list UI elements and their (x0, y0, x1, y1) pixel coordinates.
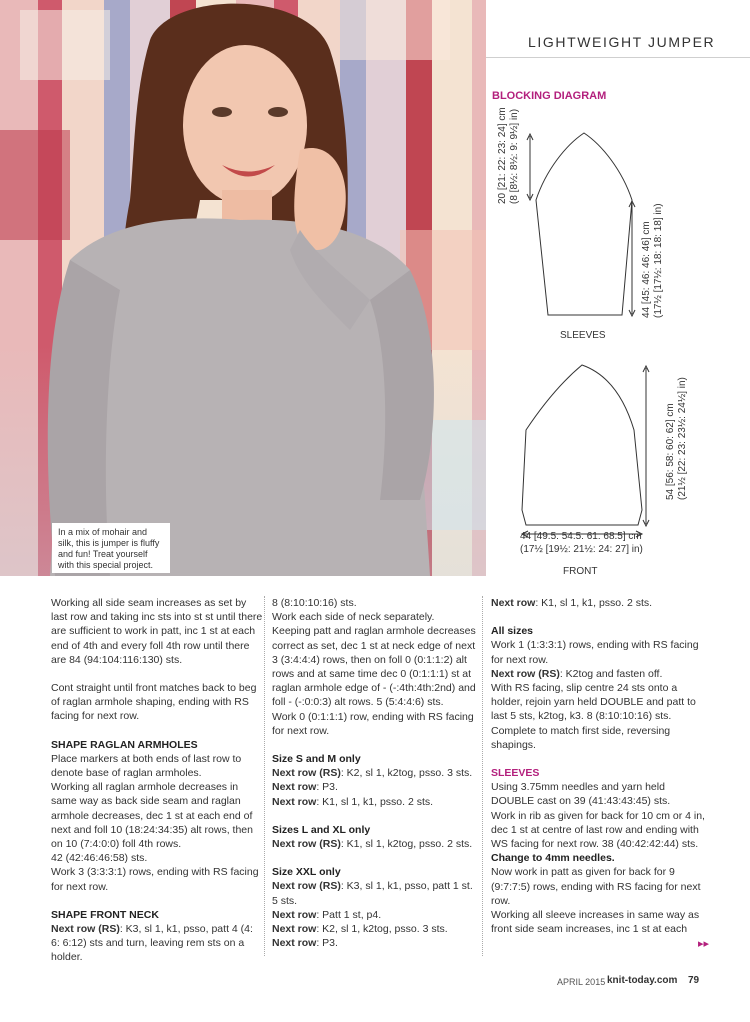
sleeve-armhole-dim-cm: 20 [21: 22: 23: 24] cm (497, 107, 508, 204)
heading-all-sizes: All sizes (491, 625, 534, 638)
section-divider (486, 57, 750, 58)
instruction-line: Next row: K2, sl 1, k2tog, psso. 3 sts. (272, 923, 448, 936)
footer-issue: APRIL 2015 (557, 977, 606, 987)
paragraph: Working all sleeve increases in same way as front side seam increases, inc 1 st at each (491, 909, 700, 936)
text-column-2 (272, 596, 478, 950)
heading-size-s-m: Size S and M only (272, 753, 361, 766)
instruction-line: Next row (RS): K2tog and fasten off. (491, 667, 663, 680)
instruction-line: Next row (RS): K3, sl 1, k1, psso, patt 1 st. 5 sts. (272, 880, 473, 907)
photo-caption: In a mix of mohair and silk, this is jumper is fluffy and fun! Treat yourself with this special project. (52, 523, 170, 573)
paragraph: Work 1 (1:3:3:1) rows, ending with RS facing for next row. (491, 639, 699, 666)
heading-shape-raglan: SHAPE RAGLAN ARMHOLES (51, 738, 198, 751)
paragraph: Keeping patt and raglan armhole decreases correct as set, dec 1 st at neck edge of next 3 (3:4:4:4) rows, then on foll 0 (0:1:1:2) alt rows and at same time dec 0 (0:1:1:1) st at raglan armhole edge of - (-:4th:4th:2nd) and foll - (-:0:0:3) alt rows. 5 (5:4:4:6) sts. (272, 625, 476, 709)
paragraph: Cont straight until front matches back to beg of raglan armhole shaping, ending with RS facing for next row. (51, 682, 257, 723)
paragraph: With RS facing, slip centre 24 sts onto a holder, rejoin yarn held DOUBLE and patt to last 5 sts, k2tog, k3. 8 (8:10:10:16) sts. (491, 682, 696, 723)
paragraph: Work 3 (3:3:3:1) rows, ending with RS facing for next row. (51, 866, 259, 893)
front-width-dim-cm: 44 [49.5: 54.5: 61: 68.5] cm (520, 531, 642, 542)
model-figure (0, 0, 486, 576)
heading-shape-front-neck: SHAPE FRONT NECK (51, 908, 159, 921)
section-title: LIGHTWEIGHT JUMPER (528, 34, 716, 50)
paragraph: Work 0 (0:1:1:1) row, ending with RS facing for next row. (272, 710, 474, 737)
instruction-line: Next row (RS): K2, sl 1, k2tog, psso. 3 sts. (272, 767, 473, 780)
page-number: 79 (688, 975, 700, 986)
text-column-1 (51, 596, 263, 965)
paragraph: 42 (42:46:46:58) sts. (51, 852, 148, 865)
front-length-dim-cm: 54 [56: 58: 60: 62] cm (665, 403, 676, 500)
front-label: FRONT (563, 566, 598, 577)
heading-size-l-xl: Sizes L and XL only (272, 823, 371, 836)
hero-photo (0, 0, 486, 576)
front-width-dim-in: (17½ [19½: 21½: 24: 27] in) (520, 544, 643, 555)
blocking-diagram-title: BLOCKING DIAGRAM (492, 90, 607, 102)
column-divider (264, 596, 265, 956)
sleeve-armhole-dim-in: (8 [8½: 8½: 9: 9½] in) (509, 108, 520, 204)
front-length-dim-in: (21½ [22: 23: 23½: 24½] in) (677, 377, 688, 500)
continue-arrow-icon: ▸▸ (698, 938, 710, 950)
paragraph: Now work in patt as given for back for 9 (9:7:7:5) rows, ending with RS facing for next row. (491, 866, 701, 907)
heading-size-xxl: Size XXL only (272, 866, 341, 879)
instruction-line: Next row (RS): K3, sl 1, k1, psso, patt 4 (4: 6: 6:12) sts and turn, leaving rem sts on a holder. (51, 923, 253, 964)
paragraph: Work in rib as given for back for 10 cm or 4 in, dec 1 st at centre of last row and ending with WS facing for next row. 38 (40:42:42:44) sts. (491, 809, 705, 851)
paragraph: Work each side of neck separately. (272, 611, 435, 624)
blocking-diagram (486, 100, 750, 580)
paragraph: 8 (8:10:10:16) sts. (272, 597, 357, 609)
paragraph: Complete to match first side, reversing shapings. (491, 724, 671, 751)
column-divider (482, 596, 483, 956)
sleeves-label: SLEEVES (560, 330, 606, 341)
instruction-line: Next row: K1, sl 1, k1, psso. 2 sts. (272, 795, 434, 808)
sleeve-length-dim-cm: 44 [45: 46: 46: 46] cm (641, 221, 652, 318)
sleeve-outline (536, 133, 632, 315)
heading-sleeves: SLEEVES (491, 767, 540, 780)
instruction-line: Next row (RS): K1, sl 1, k2tog, psso. 2 sts. (272, 838, 473, 851)
instruction-line: Next row: P3. (272, 937, 338, 950)
instruction-line: Next row: P3. (272, 781, 338, 794)
paragraph: Working all side seam increases as set by last row and taking inc sts into st st until there are sufficient to work in patt, inc 1 st at each end of 4th and every foll 4th row until there are 84 (94:104:116:130) sts. (51, 597, 263, 666)
footer-site: knit-today.com (607, 975, 678, 986)
instruction-line: Next row: Patt 1 st, p4. (272, 908, 382, 921)
front-outline (522, 365, 642, 525)
heading-change-needles: Change to 4mm needles. (491, 852, 615, 865)
paragraph: Working all raglan armhole decreases in same way as back side seam and raglan armhole decreases, dec 1 st at each end of next and foll 10 (18:24:34:35) alt rows, then on 10 (7:4:0:0) foll 4th rows. (51, 781, 253, 851)
instruction-line: Next row: K1, sl 1, k1, psso. 2 sts. (491, 597, 653, 609)
paragraph: Using 3.75mm needles and yarn held DOUBLE cast on 39 (41:43:43:45) sts. (491, 781, 671, 808)
paragraph: Place markers at both ends of last row to denote base of raglan armholes. (51, 752, 242, 780)
sleeve-length-dim-in: (17½ [17½: 18: 18: 18] in) (653, 203, 664, 318)
text-column-3 (491, 596, 705, 936)
